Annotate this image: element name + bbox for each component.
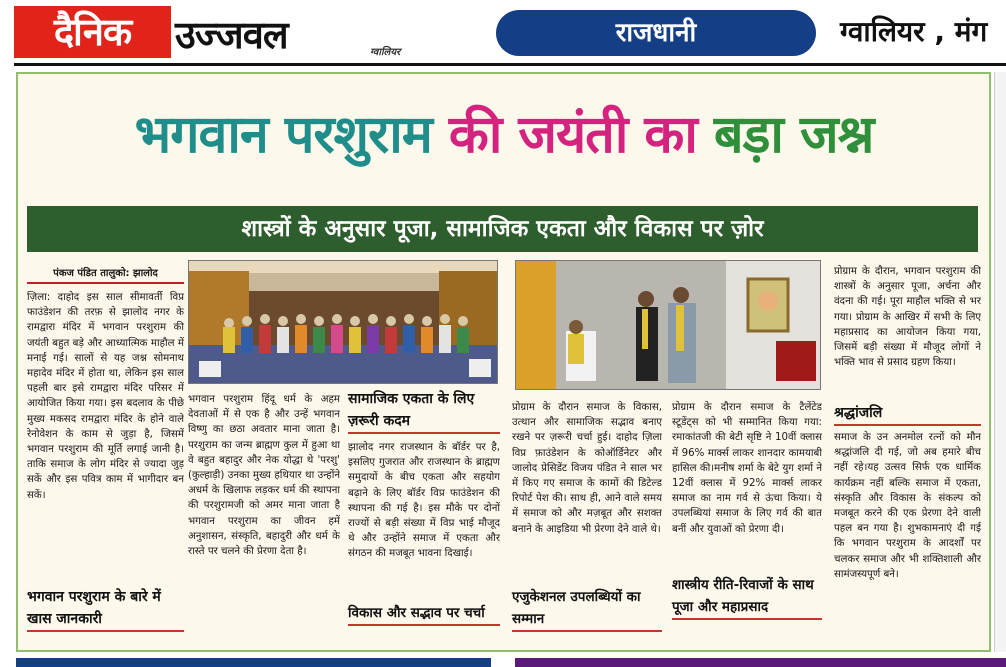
article-column-1: ज़िला: दाहोद इस साल सीमावर्ती विप्र फाउंडेशन की तरफ़ से झालोद नगर के रामद्वारा मंदिर में भगवान परशुराम की जयंती बहुत बड़े और आध्यात्मिक माहौल में मनाई गई। सालों से यह जश्न सोमनाथ महादेव मंदिर में होता था, लेकिन इस साल पहली बार इसे रामद्वारा मंदिर परिसर में आयोजित किया गया। इस बदलाव के पीछे मुख्य मकसद रामद्वारा मंदिर के होने वाले रेनोवेशन के काम से जुड़ा है, जिसमें भगवान परशुराम की मूर्ति लगाई जानी है। ताकि समाज के लोग मंदिर से ज्यादा जुड़ सकें और इस पवित्र काम में भागीदार बन सकें। [27,292,184,501]
column-subhead: सामाजिक एकता के लिए ज़रूरी कदम [348,388,500,434]
dateline: ग्वालियर , मंग [840,15,988,48]
photo-gathering [188,260,498,384]
felicitation-photo-illustration [516,261,821,390]
article-column-3: झालोद नगर राजस्थान के बॉर्डर पर है, इसलिए गुजरात और राजस्थान के ब्राह्मण समुदायों के बीच एकता और सहयोग बढ़ाने के लिए बॉर्डर विप्र फाउंडेशन की स्थापना की गई है। इस मौके पर दोनों राज्यों से बड़ी संख्या में विप्र भाई मौजूद थे और उन्होंने समाज में एकता और संगठन की मजबूत भावना दिखाई। [348,442,500,560]
byline: पंकज पंडित तालुको: झालोद [27,265,184,284]
logo-edition: ग्वालियर [370,47,401,58]
article-column-6: प्रोग्राम के दौरान, भगवान परशुराम की शास्त्रों के अनुसार पूजा, अर्चना और वंदना की गई। पूरा माहौल भक्ति से भर गया। प्रोग्राम के आखिर में सभी के लिए महाप्रसाद का आयोजन किया गया, जिसमें बड़ी संख्या में मौजूद लोगों ने भक्ति भाव से प्रसाद ग्रहण किया। [834,266,981,369]
column-subhead: विकास और सद्भाव पर चर्चा [348,602,500,626]
adjacent-column-edge [994,72,1006,652]
column-subhead: शास्त्रीय रीति-रिवाजों के साथ पूजा और महाप्रसाद [672,574,822,620]
next-article-strip-left [16,658,491,667]
article-column-5: प्रोग्राम के दौरान समाज के टैलेंटेड स्टूडेंट्स को भी सम्मानित किया गया: रमाकांतजी की बेटी सृष्टि ने 10वीं क्लास में 96% मार्क्स लाकर शानदार कामयाबी हासिल की।मनीष शर्मा के बेटे युग शर्मा ने 12वीं क्लास में 92% मार्क्स लाकर समाज का नाम गर्व से ऊंचा किया। ये उपलब्धियां समाज के लिए गर्व की बात बनीं और युवाओं को प्रेरणा दी। [672,402,822,535]
headline-part3: बड़ा जश्न [713,105,874,165]
masthead-rule [14,63,1006,66]
headline-part2: की जयंती का [448,105,697,165]
headline [22,100,986,170]
gathering-photo-illustration [189,261,498,384]
masthead [0,0,1006,66]
logo-dainik: दैनिक [14,6,171,58]
article-column-4: प्रोग्राम के दौरान समाज के विकास, उत्थान और सामाजिक सद्भाव बनाए रखने पर ज़रूरी चर्चा हुई। दाहोद ज़िला विप्र फ़ाउंडेशन के कोऑर्डिनेटर और जालोद प्रेसिडेंट विजय पंडित ने साल भर में किए गए समाज के कामों की डिटेल्ड रिपोर्ट पेश की। साथ ही, आने वाले समय में समाज को और मज़बूत और सशक्त बनाने के आइडिया भी प्रेरणा देने वाले थे। [512,402,662,535]
next-article-strip-right [515,658,1006,667]
article-column-7: समाज के उन अनमोल रत्नों को मौन श्रद्धांजलि दी गई, जो अब हमारे बीच नहीं रहे।यह उत्सव सिर्फ एक धार्मिक कार्यक्रम नहीं बल्कि समाज में एकता, संस्कृति और विकास के संकल्प को मजबूत करने की एक प्रेरणा देने वाली पहल बन गया है। शुभकामनाएं दी गई कि भगवान परशुराम के आदर्शों पर चलकर समाज और भी शक्तिशाली और सामंजस्यपूर्ण बने। [834,432,981,580]
column-subhead: श्रद्धांजलि [834,402,981,426]
column-subhead: एजुकेशनल उपलब्धियों का सम्मान [512,586,662,632]
article-column-2: भगवान परशुराम हिंदू धर्म के अहम देवताओं में से एक है और उन्हें भगवान विष्णु का छठा अवतार माना जाता है।परशुराम का जन्म ब्राह्मण कुल में हुआ था वे बहुत बहादुर और नेक योद्धा थे 'परशु' (कुल्हाड़ी) उनका मुख्य हथियार था उन्होंने अधर्म के खिलाफ लड़कर धर्म की स्थापना की परशुरामजी को अमर माना जाता है भगवान परशुराम का जीवन हमें अनुशासन, संस्कृति, बहादुरी और धर्म के रास्ते पर चलने की प्रेरणा देता है। [188,394,340,558]
photo-felicitation [515,260,821,390]
section-tag: राजधानी [496,10,816,56]
logo-ujjwal: उज्जवल [175,13,288,57]
column-subhead: भगवान परशुराम के बारे में खास जानकारी [27,586,184,632]
subheadline-bar: शास्त्रों के अनुसार पूजा, सामाजिक एकता और विकास पर ज़ोर [27,206,978,252]
headline-part1: भगवान परशुराम [134,105,432,165]
